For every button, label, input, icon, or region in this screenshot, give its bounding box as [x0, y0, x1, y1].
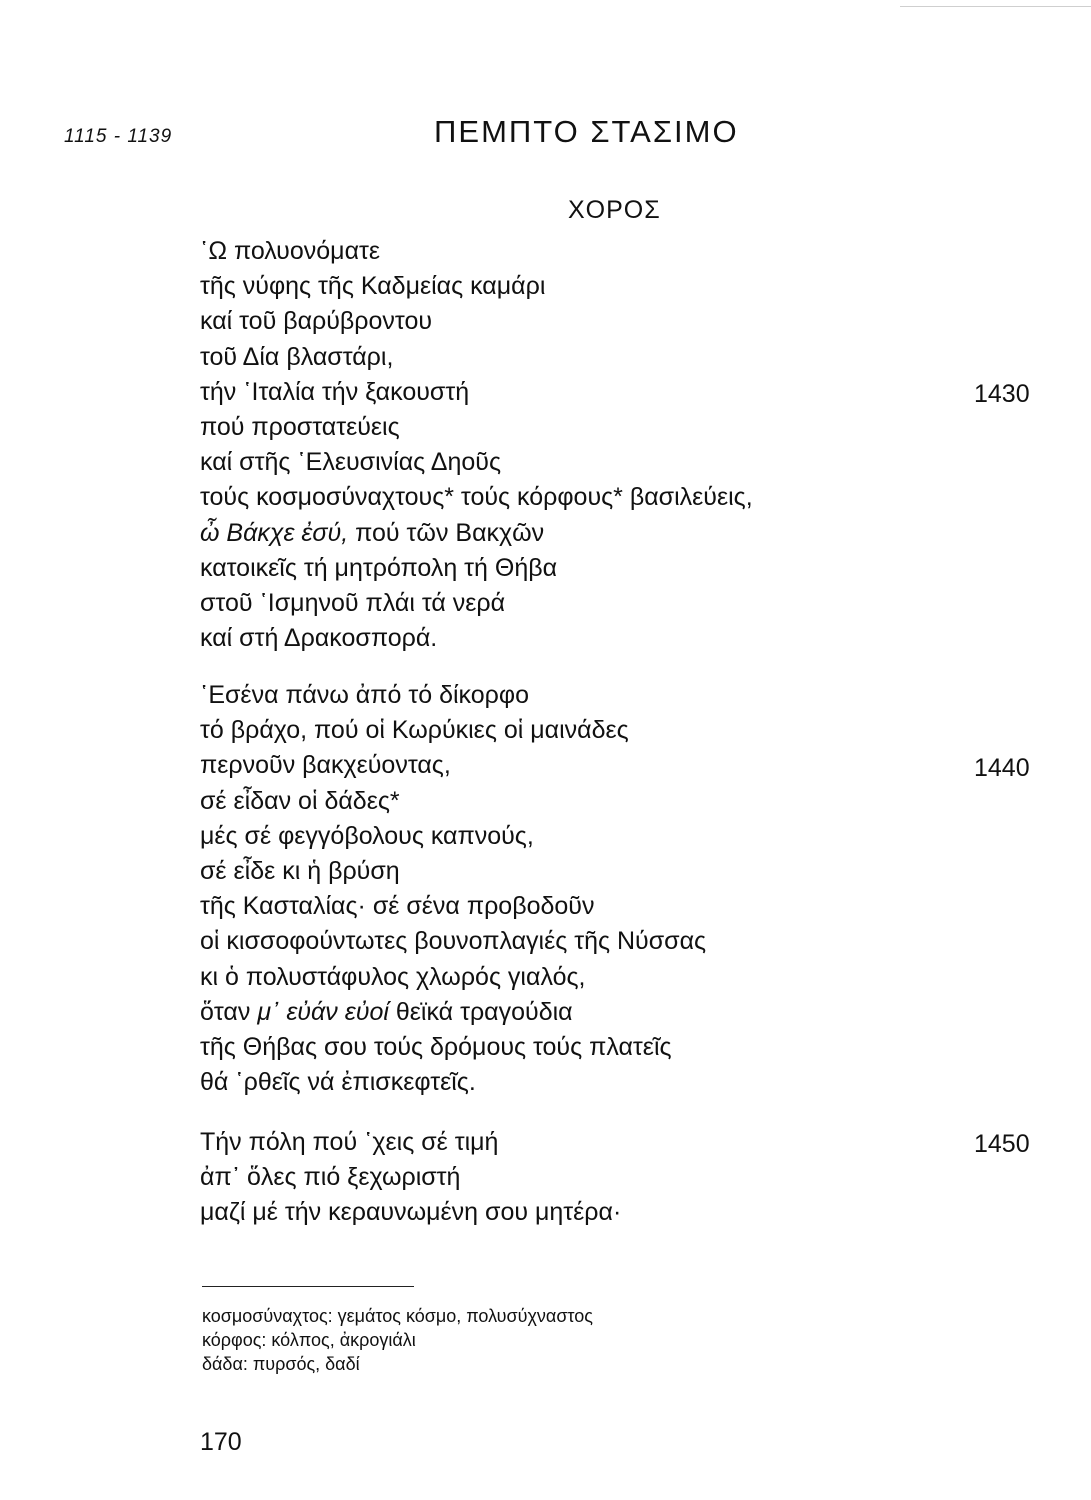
verse-text: ὅταν — [200, 997, 258, 1026]
verse-line: Τήν πόλη πού ῾χεις σέ τιμή — [200, 1128, 499, 1156]
line-number: 1440 — [974, 754, 1030, 782]
page-number: 170 — [200, 1428, 242, 1456]
speaker-heading: ΧΟΡΟΣ — [568, 196, 661, 224]
italic-text: εὐάν εὐοί — [286, 997, 389, 1026]
verse-line: περνοῦν βακχεύοντας, — [200, 751, 451, 780]
page-title: ΠΕΜΠΤΟ ΣΤΑΣΙΜΟ — [434, 114, 739, 149]
footnote: δάδα: πυρσός, δαδί — [202, 1354, 360, 1374]
verse-line: θά ῾ρθεῖς νά ἐπισκεφτεῖς. — [200, 1068, 476, 1097]
verse-line: μαζί μέ τήν κεραυνωμένη σου μητέρα· — [200, 1198, 622, 1227]
line-range: 1115 - 1139 — [64, 126, 173, 147]
verse-line: τῆς νύφης τῆς Καδμείας καμάρι — [200, 272, 546, 301]
verse-line: καί στή Δρακοσπορά. — [200, 624, 438, 653]
verse-line: στοῦ ῾Ισμηνοῦ πλάι τά νερά — [200, 588, 506, 617]
verse-line: καί τοῦ βαρύβροντου — [200, 307, 433, 336]
verse-line: τούς κοσμοσύναχτους* τούς κόρφους* βασιλεύεις, — [200, 483, 753, 512]
verse-line: μές σέ φεγγόβολους καπνούς, — [200, 821, 534, 850]
stanza-1 — [200, 234, 753, 656]
verse-line: σέ εἶδαν οἱ δάδες* — [200, 786, 400, 815]
verse-line: ἀπ᾿ ὅλες πιό ξεχωριστή — [200, 1163, 461, 1192]
verse-line: τῆς Θήβας σου τούς δρόμους τούς πλατεῖς — [200, 1032, 672, 1061]
verse-line: ῾Ω πολυονόματε — [200, 237, 381, 265]
scan-edge-line — [900, 6, 1091, 7]
verse-line — [200, 516, 753, 551]
stanza-2 — [200, 678, 706, 1100]
verse-line: καί στῆς ῾Ελευσινίας Δηοῦς — [200, 448, 502, 477]
footnote: κοσμοσύναχτος: γεμάτος κόσμο, πολυσύχναστος — [202, 1306, 593, 1326]
verse-text: πού τῶν Βακχῶν — [348, 518, 545, 547]
verse-line: τήν ῾Ιταλία τήν ξακουστή — [200, 377, 470, 406]
verse-line — [200, 995, 706, 1030]
verse-line: τό βράχο, πού οἱ Κωρύκιες οἱ μαινάδες — [200, 716, 629, 745]
verse-line: ῾Εσένα πάνω ἀπό τό δίκορφο — [200, 681, 529, 709]
footnote-divider — [202, 1286, 414, 1287]
verse-line: πού προστατεύεις — [200, 412, 400, 441]
verse-line: κι ὁ πολυστάφυλος χλωρός γιαλός, — [200, 962, 586, 991]
stanza-3 — [200, 1125, 621, 1231]
footnote: κόρφος: κόλπος, ἀκρογιάλι — [202, 1330, 416, 1350]
verse-line: οἱ κισσοφούντωτες βουνοπλαγιές τῆς Νύσσας — [200, 927, 707, 956]
italic-text: μ᾿ — [257, 997, 280, 1026]
verse-line: τῆς Κασταλίας· σέ σένα προβοδοῦν — [200, 892, 595, 921]
verse-line: κατοικεῖς τή μητρόπολη τή Θήβα — [200, 553, 558, 582]
italic-invocation: ὦ Βάκχε ἐσύ, — [200, 518, 349, 547]
footnotes — [202, 1304, 593, 1376]
verse-line: τοῦ Δία βλαστάρι, — [200, 342, 394, 371]
verse-text: θεϊκά τραγούδια — [388, 997, 573, 1026]
line-number: 1450 — [974, 1130, 1030, 1158]
line-number: 1430 — [974, 380, 1030, 408]
verse-line: σέ εἶδε κι ἡ βρύση — [200, 856, 400, 885]
